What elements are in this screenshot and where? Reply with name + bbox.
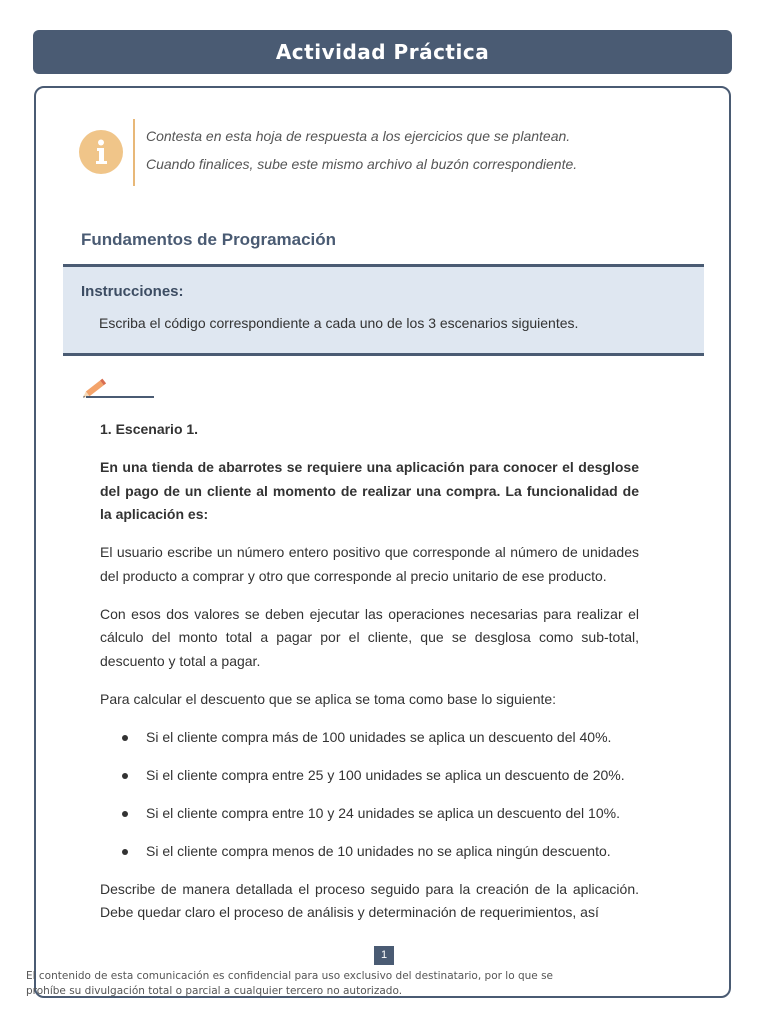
confidentiality-footer xyxy=(26,969,586,999)
list-item xyxy=(100,840,639,864)
scenario-paragraph-4: Describe de manera detallada el proceso seguido para la creación de la aplicación. Debe quedar claro el proceso de análisis y determinación de requerimientos, así xyxy=(100,880,639,920)
course-title: Fundamentos de Programación xyxy=(81,230,337,249)
page-number: 1 xyxy=(374,946,394,965)
list-item xyxy=(100,764,639,788)
discount-list xyxy=(100,726,639,864)
footer-line-1: El contenido de esta comunicación es confidencial para uso exclusivo del destinatario, por lo que se xyxy=(26,970,553,982)
info-line-1: Contesta en esta hoja de respuesta a los ejercicios que se plantean. xyxy=(146,128,571,144)
bullet-icon xyxy=(122,773,128,779)
info-icon xyxy=(79,130,123,174)
bullet-icon xyxy=(122,849,128,855)
scenario-title: 1. Escenario 1. xyxy=(100,421,199,437)
bullet-icon xyxy=(122,735,128,741)
scenario-paragraph-1: El usuario escribe un número entero positivo que corresponde al número de unidades del producto a comprar y otro que corresponde al precio unitario de ese producto. xyxy=(100,544,639,584)
list-item xyxy=(100,802,639,826)
header-bar xyxy=(33,30,732,74)
info-line-2: Cuando finalices, sube este mismo archivo al buzón correspondiente. xyxy=(146,156,578,172)
instructions-text: Escriba el código correspondiente a cada uno de los 3 escenarios siguientes. xyxy=(99,315,579,331)
list-item-text: Si el cliente compra entre 10 y 24 unidades se aplica un descuento del 10%. xyxy=(146,804,620,821)
list-item xyxy=(100,726,639,750)
scenario-paragraph-3: Para calcular el descuento que se aplica se toma como base lo siguiente: xyxy=(100,690,557,707)
bullet-icon xyxy=(122,811,128,817)
instructions-box xyxy=(63,264,704,356)
scenario-paragraph-2: Con esos dos valores se deben ejecutar las operaciones necesarias para realizar el cálculo del monto total a pagar por el cliente, que se desglosa como sub-total, descuento y total a pagar. xyxy=(100,605,639,669)
footer-line-2: prohíbe su divulgación total o parcial a cualquier tercero no autorizado. xyxy=(26,985,403,997)
pencil-icon xyxy=(80,374,156,402)
list-item-text: Si el cliente compra más de 100 unidades se aplica un descuento del 40%. xyxy=(146,728,612,745)
info-divider xyxy=(133,119,135,186)
scenario-content xyxy=(100,418,639,939)
page-title: Actividad Práctica xyxy=(275,40,490,64)
scenario-intro: En una tienda de abarrotes se requiere una aplicación para conocer el desglose del pago de un cliente al momento de realizar una compra. La funcionalidad de la aplicación es: xyxy=(100,459,639,522)
list-item-text: Si el cliente compra menos de 10 unidades no se aplica ningún descuento. xyxy=(146,842,611,859)
list-item-text: Si el cliente compra entre 25 y 100 unidades se aplica un descuento de 20%. xyxy=(146,766,625,783)
instructions-title: Instrucciones: xyxy=(81,283,184,300)
